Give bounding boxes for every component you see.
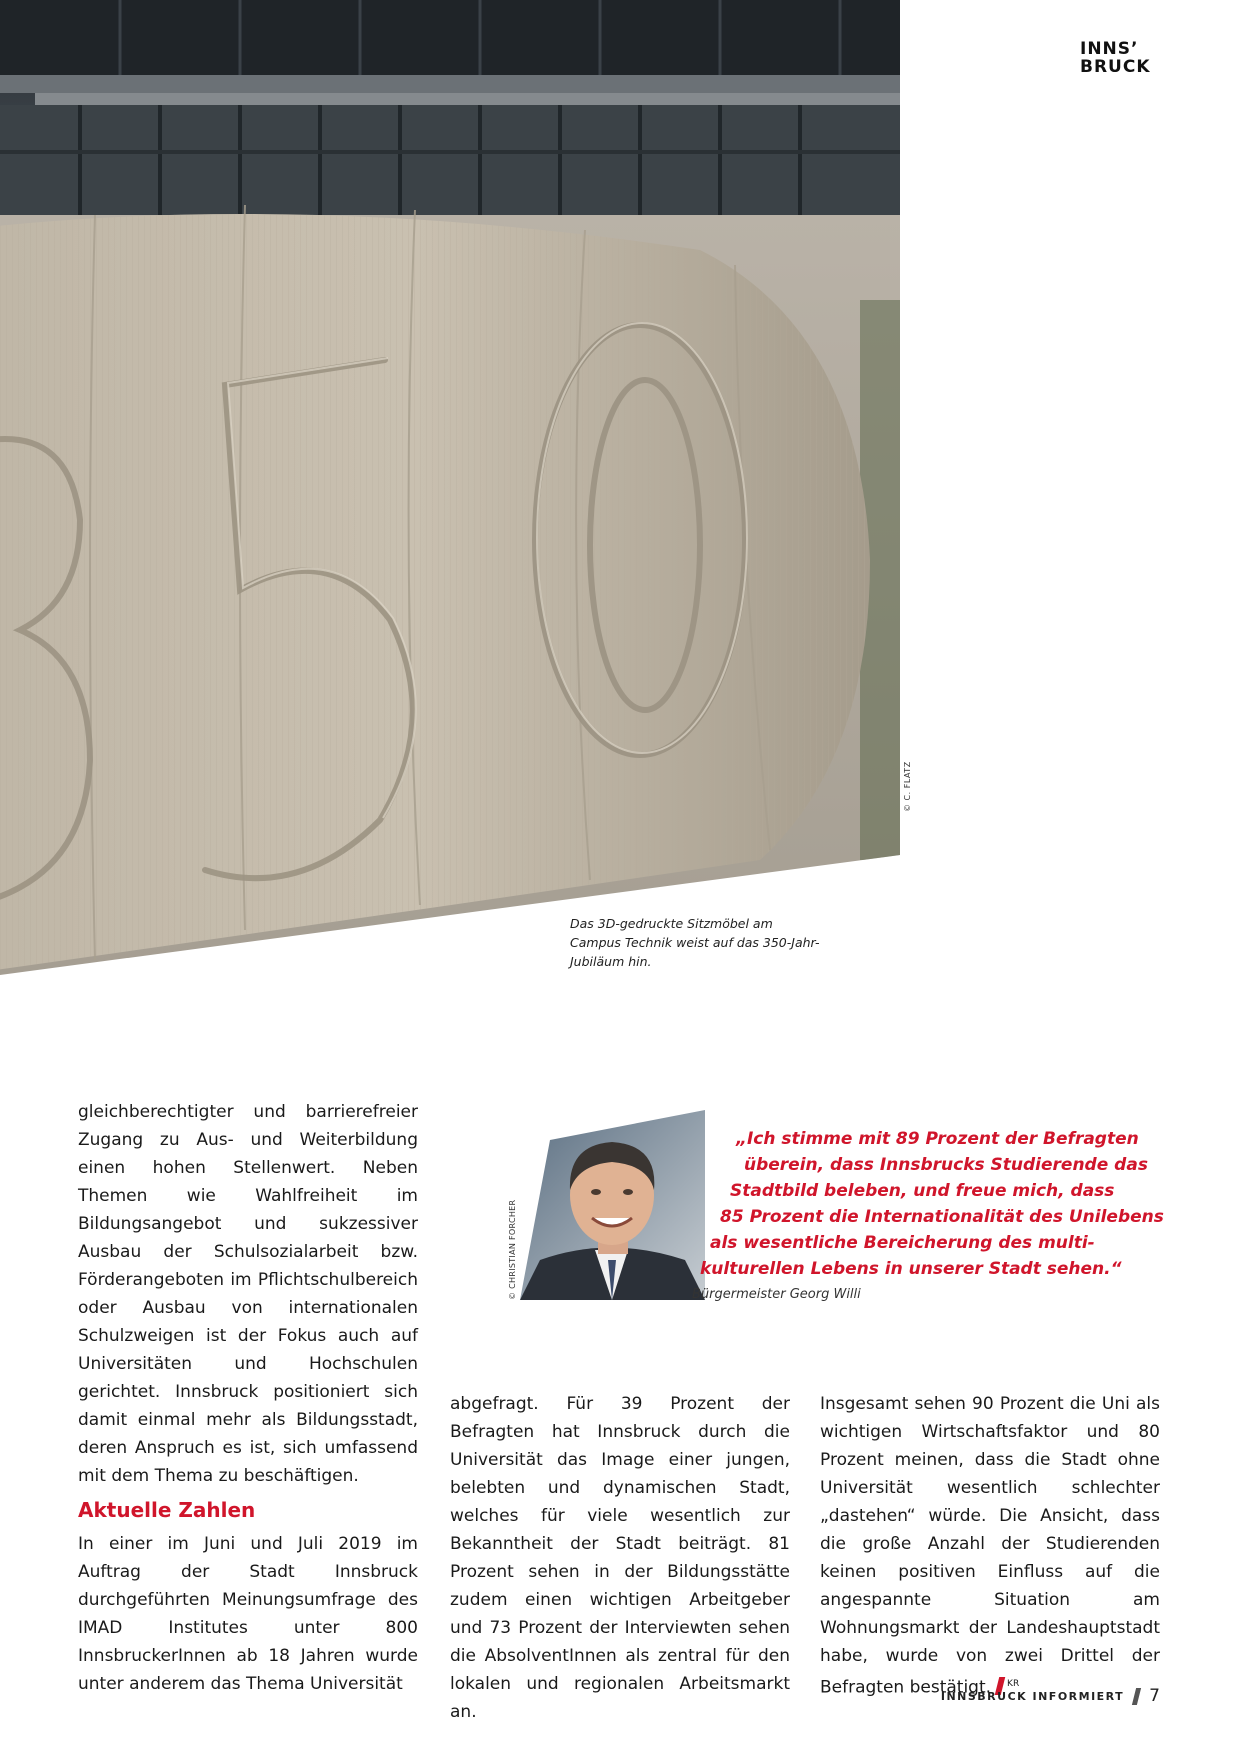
- quote-line: 85 Prozent die Internationalität des Unilebens: [720, 1207, 1164, 1227]
- hero-photo: [0, 0, 900, 975]
- author-initials: KR: [1007, 1679, 1020, 1689]
- photo-caption: Das 3D-gedruckte Sitzmöbel am Campus Technik weist auf das 350-Jahr-Jubiläum hin.: [570, 916, 820, 969]
- quote-line: als wesentliche Bereicherung des multi-: [710, 1233, 1095, 1253]
- page-footer: [941, 1686, 1160, 1706]
- section-heading: Aktuelle Zahlen: [78, 1498, 256, 1522]
- page-number: 7: [1149, 1686, 1160, 1706]
- logo-line-1: INNS’: [1080, 39, 1139, 59]
- quote-line: Stadtbild beleben, und freue mich, dass: [730, 1181, 1115, 1201]
- article-column-1-top: [78, 1098, 418, 1486]
- article-paragraph: abgefragt. Für 39 Prozent der Befragten hat Innsbruck durch die Universität das Image einer jungen, belebten und dynamischen Stadt, welches für viele wesentlich zur Bekanntheit der Stadt beiträgt. 81 Prozent sehen in der Bildungsstätte zudem einen wichtigen Arbeitgeber und 73 Prozent der Interviewten sehen die AbsolventInnen als zentral für den lokalen und regionalen Arbeitsmarkt an.: [450, 1394, 790, 1722]
- mayor-portrait: [520, 1110, 705, 1300]
- article-column-2: [450, 1390, 790, 1726]
- article-paragraph-text: Insgesamt sehen 90 Prozent die Uni als wichtigen Wirtschaftsfaktor und 80 Prozent meinen, dass die Stadt ohne Universität wesentlich schlechter „dastehen“ würde. Die Ansicht, dass die große Anzahl der Studierenden keinen positiven Einfluss auf die angespannte Situation am Wohnungsmarkt der Landeshauptstadt habe, wurde von zwei Drittel der Befragten bestätigt.: [820, 1394, 1160, 1698]
- magazine-logo: [1080, 40, 1160, 76]
- quote-line: „Ich stimme mit 89 Prozent der Befragten: [736, 1129, 1139, 1149]
- portrait-illustration: [520, 1110, 705, 1300]
- hero-photo-credit: © C. FLATZ: [903, 761, 912, 812]
- publication-name: INNSBRUCK INFORMIERT: [940, 1689, 1125, 1703]
- portrait-photo-credit: © CHRISTIAN FORCHER: [508, 1199, 517, 1300]
- article-paragraph: [820, 1390, 1160, 1702]
- pull-quote: [700, 1126, 1164, 1282]
- quote-author: Bürgermeister Georg Willi: [692, 1287, 861, 1302]
- quote-line: kulturellen Lebens in unserer Stadt sehen.“: [700, 1259, 1122, 1279]
- article-paragraph: gleichberechtigter und barrierefreier Zugang zu Aus- und Weiterbildung einen hohen Stellenwert. Neben Themen wie Wahlfreiheit im Bildungsangebot und sukzessiver Ausbau der Schulsozialarbeit bzw. Förderangeboten im Pflichtschulbereich oder Ausbau von internationalen Schulzweigen ist der Fokus auch auf Universitäten und Hochschulen gerichtet. Innsbruck positioniert sich damit einmal mehr als Bildungsstadt, deren Anspruch es ist, sich umfassend mit dem Thema zu beschäftigen.: [78, 1102, 418, 1486]
- footer-divider-icon: [1132, 1688, 1141, 1705]
- article-column-1-bottom: [78, 1530, 418, 1698]
- article-paragraph: In einer im Juni und Juli 2019 im Auftrag der Stadt Innsbruck durchgeführten Meinungsumfrage des IMAD Institutes unter 800 InnsbruckerInnen ab 18 Jahren wurde unter anderem das Thema Universität: [78, 1534, 418, 1694]
- hero-photo-illustration: [0, 0, 900, 975]
- article-column-3: [820, 1390, 1160, 1702]
- logo-line-2: BRUCK: [1080, 57, 1151, 77]
- quote-line: überein, dass Innsbrucks Studierende das: [744, 1155, 1148, 1175]
